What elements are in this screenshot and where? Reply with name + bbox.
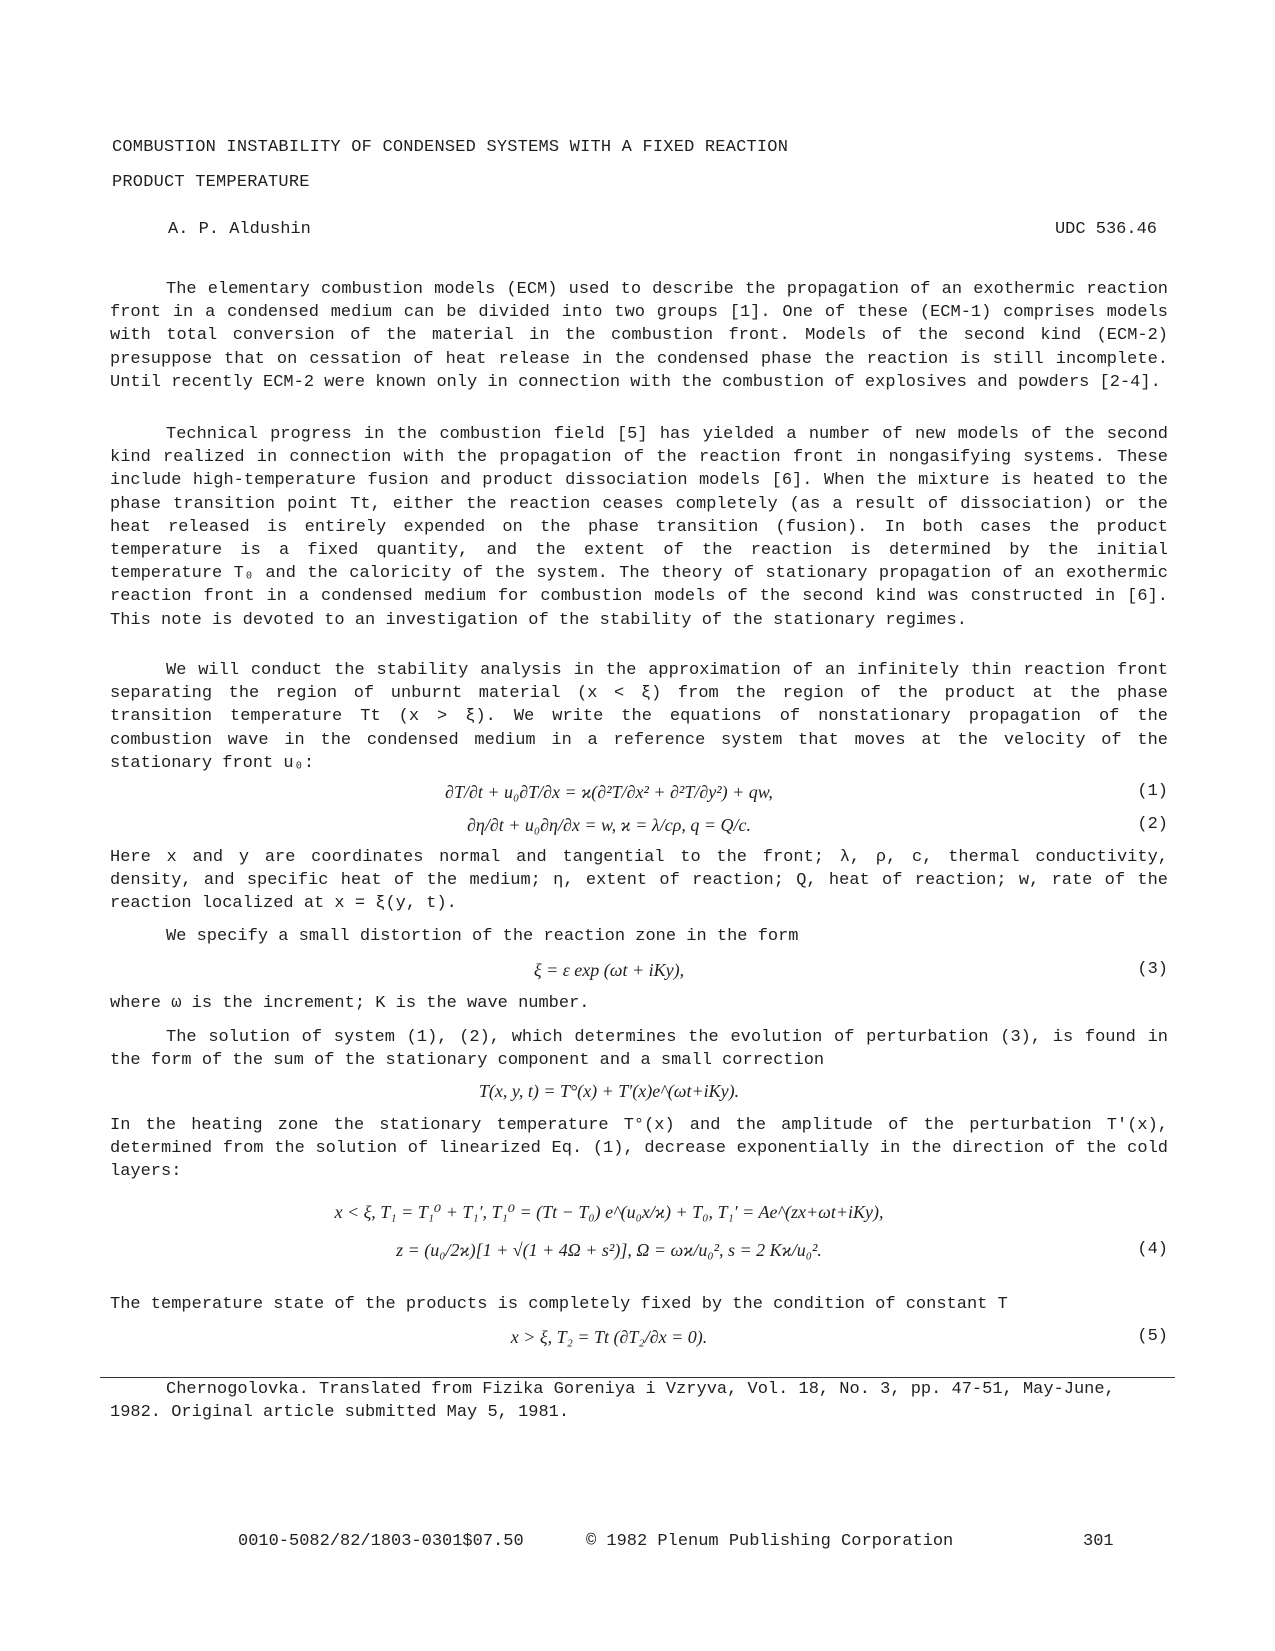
equation-2: ∂η/∂t + u₀∂η/∂x = w, ϰ = λ/cρ, q = Q/c. <box>467 815 751 835</box>
footnote: Chernogolovka. Translated from Fizika Goreniya i Vzryva, Vol. 18, No. 3, pp. 47-51, May-June, 1982. Original article submitted May 5, 1981. <box>110 1380 1115 1423</box>
equation-2-number: (2) <box>1137 815 1168 834</box>
paragraph-6-block <box>110 992 1168 1015</box>
equation-4-line-2: z = (u₀/2ϰ)[1 + √(1 + 4Ω + s²)], Ω = ωϰ/u₀², s = 2 Kϰ/u₀². <box>396 1240 822 1260</box>
copyright: © 1982 Plenum Publishing Corporation <box>586 1532 954 1551</box>
paragraph-2: Technical progress in the combustion field [5] has yielded a number of new models of the second kind realized in connection with the propagation of the reaction front in nongasifying systems. These include high-temperature fusion and product dissociation models [6]. When the mixture is heated to the phase transition point Tt, either the reaction ceases completely (as a result of dissociation) or the heat released is entirely expended on the phase transition (fusion). In both cases the product temperature is a fixed quantity, and the extent of the reaction is determined by the initial temperature T₀ and the caloricity of the system. The theory of stationary propagation of an exothermic reaction front in a condensed medium for combustion models of the second kind was constructed in [6]. This note is devoted to an investigation of the stability of the stationary regimes. <box>110 425 1168 630</box>
paragraph-8-block <box>110 1114 1168 1184</box>
footnote-block <box>110 1378 1168 1424</box>
article-code: 0010-5082/82/1803-0301$07.50 <box>238 1532 524 1551</box>
paragraph-7: The solution of system (1), (2), which determines the evolution of perturbation (3), is found in the form of the sum of the stationary component and a small correction <box>110 1028 1168 1071</box>
article-title-line-2: PRODUCT TEMPERATURE <box>112 173 310 192</box>
paragraph-4-block <box>110 846 1168 916</box>
equation-5-row <box>110 1324 1168 1352</box>
paragraph-7-block <box>110 1026 1168 1072</box>
article-title-line-1: COMBUSTION INSTABILITY OF CONDENSED SYSTEMS WITH A FIXED REACTION <box>112 138 789 157</box>
equation-solution-form: T(x, y, t) = T°(x) + T′(x)e^(ωt+iKy). <box>478 1081 740 1101</box>
equation-1-row <box>110 779 1168 807</box>
paragraph-9: The temperature state of the products is completely fixed by the condition of constant T <box>110 1295 1008 1314</box>
equation-1-number: (1) <box>1137 782 1168 801</box>
equation-4b-row <box>110 1237 1168 1265</box>
page-number: 301 <box>1083 1532 1114 1551</box>
paragraph-3: We will conduct the stability analysis in the approximation of an infinitely thin reaction front separating the region of unburnt material (x < ξ) from the region of the product at the phase transition temperature Tt (x > ξ). We write the equations of nonstationary propagation of the combustion wave in the condensed medium in a reference system that moves at the velocity of the stationary front u₀: <box>110 661 1168 773</box>
equation-3-row <box>110 957 1168 985</box>
equation-5: x > ξ, T₂ = Tt (∂T₂/∂x = 0). <box>510 1327 708 1347</box>
author: A. P. Aldushin <box>168 220 311 239</box>
paragraph-6: where ω is the increment; K is the wave number. <box>110 994 590 1013</box>
udc-code: UDC 536.46 <box>1054 220 1157 239</box>
equation-4-line-1: x < ξ, T₁ = T₁⁰ + T₁′, T₁⁰ = (Tt − T₀) e^(u₀x/ϰ) + T₀, T₁′ = Ae^(zx+ωt+iKy), <box>334 1202 884 1222</box>
equation-1: ∂T/∂t + u₀∂T/∂x = ϰ(∂²T/∂x² + ∂²T/∂y²) + qw, <box>445 782 773 802</box>
paragraph-3-block <box>110 659 1168 775</box>
equation-sum-row <box>110 1078 1168 1106</box>
paragraph-1-block <box>110 278 1168 394</box>
paragraph-5: We specify a small distortion of the reaction zone in the form <box>166 927 799 946</box>
paragraph-5-block <box>110 925 1168 948</box>
equation-3: ξ = ε exp (ωt + iKy), <box>533 960 685 980</box>
paragraph-4: Here x and y are coordinates normal and tangential to the front; λ, ρ, c, thermal conductivity, density, and specific heat of the medium; η, extent of reaction; Q, heat of reaction; w, rate of the reaction localized at x = ξ(y, t). <box>110 848 1168 914</box>
paragraph-1: The elementary combustion models (ECM) used to describe the propagation of an exothermic reaction front in a condensed medium can be divided into two groups [1]. One of these (ECM-1) comprises models with total conversion of the material in the combustion front. Models of the second kind (ECM-2) presuppose that on cessation of heat release in the condensed phase the reaction is still incomplete. Until recently ECM-2 were known only in connection with the combustion of explosives and powders [2-4]. <box>110 280 1168 392</box>
equation-2-row <box>110 812 1168 840</box>
equation-5-number: (5) <box>1137 1327 1168 1346</box>
paragraph-8: In the heating zone the stationary temperature T°(x) and the amplitude of the perturbation T'(x), determined from the solution of linearized Eq. (1), decrease exponentially in the direction of the cold layers: <box>110 1116 1168 1182</box>
equation-4a-row <box>110 1199 1168 1227</box>
equation-4-number: (4) <box>1137 1240 1168 1259</box>
paragraph-2-block <box>110 423 1168 632</box>
paragraph-9-block <box>110 1293 1168 1316</box>
equation-3-number: (3) <box>1137 960 1168 979</box>
